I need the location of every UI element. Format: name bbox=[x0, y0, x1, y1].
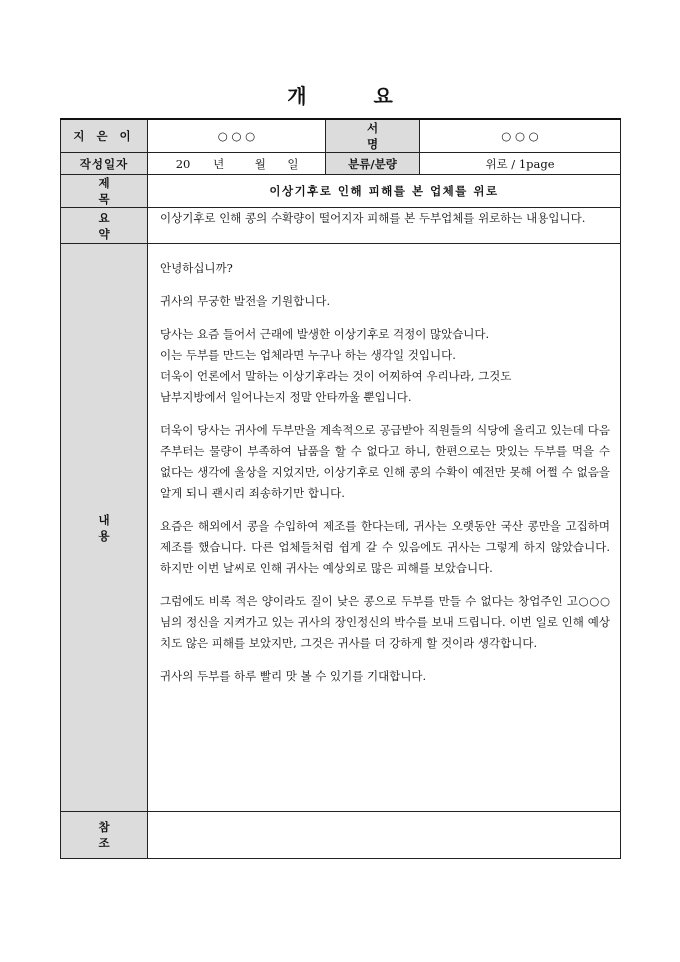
paragraph-1-line: 남부지방에서 일어나는지 정말 안타까울 뿐입니다. bbox=[160, 390, 412, 404]
subject-value: 이상기후로 인해 피해를 본 업체를 위로 bbox=[148, 175, 621, 208]
subject-label: 제 목 bbox=[61, 175, 148, 208]
date-year-unit: 년 bbox=[213, 156, 225, 171]
author-value: ○ ○ ○ bbox=[148, 119, 326, 153]
paragraph-1-line: 이는 두부를 만드는 업체라면 누구나 하는 생각일 것입니다. bbox=[160, 348, 456, 362]
content-label: 내 용 bbox=[61, 244, 148, 812]
reference-value bbox=[148, 812, 621, 859]
summary-row bbox=[61, 208, 621, 244]
date-label: 작성일자 bbox=[61, 153, 148, 175]
category-label: 분류/분량 bbox=[326, 153, 420, 175]
reference-label: 참 조 bbox=[61, 812, 148, 859]
reference-row bbox=[61, 812, 621, 859]
paragraph-2: 더욱이 당사는 귀사에 두부만을 계속적으로 공급받아 직원들의 식당에 올리고 있는데 다음주부터는 물량이 부족하여 납품을 할 수 없다고 하니, 한편으로는 맛있는 두부를 먹을 수 없다는 생각에 울상을 지었지만, 이상기후로 인해 콩의 수확이 예전만 못해 어쩔 수 없음을 알게 되니 괜시리 죄송하기만 합니다. bbox=[160, 423, 610, 500]
content-row bbox=[61, 244, 621, 812]
signature-label: 서 명 bbox=[326, 119, 420, 153]
date-year: 20 bbox=[175, 156, 191, 171]
content-body bbox=[148, 244, 621, 812]
date-value bbox=[148, 153, 326, 175]
greeting-text: 안녕하십니까? bbox=[160, 261, 233, 275]
paragraph-4: 그럼에도 비록 적은 양이라도 질이 낮은 콩으로 두부를 만들 수 없다는 창업주인 고○○○님의 정신을 지켜가고 있는 귀사의 장인정신의 박수를 보내 드립니다. 이번 일로 인해 예상치도 않은 피해를 보았지만, 그것은 귀사를 더 강하게 할 것이라 생각합니다. bbox=[160, 594, 610, 650]
category-value: 위로 / 1page bbox=[420, 153, 621, 175]
paragraph-3: 요즘은 해외에서 콩을 수입하여 제조를 한다는데, 귀사는 오랫동안 국산 콩만을 고집하며 제조를 했습니다. 다른 업체들처럼 쉽게 갈 수 있음에도 귀사는 그렇게 하지 않았습니다. 하지만 이번 날씨로 인해 귀사는 예상외로 많은 피해를 보았습니다. bbox=[160, 519, 610, 575]
document-title: 개 요 bbox=[287, 84, 423, 108]
paragraph-1 bbox=[160, 324, 610, 408]
closing-text: 귀사의 두부를 하루 빨리 맛 볼 수 있기를 기대합니다. bbox=[160, 669, 427, 683]
wish-text: 귀사의 무궁한 발전을 기원합니다. bbox=[160, 294, 331, 308]
date-day-unit: 일 bbox=[287, 156, 299, 171]
summary-value: 이상기후로 인해 콩의 수확량이 떨어지자 피해를 본 두부업체를 위로하는 내용입니다. bbox=[148, 208, 621, 244]
date-month-unit: 월 bbox=[254, 156, 266, 171]
author-row bbox=[61, 119, 621, 153]
subject-row bbox=[61, 175, 621, 208]
signature-value: ○ ○ ○ bbox=[420, 119, 621, 153]
summary-label: 요 약 bbox=[61, 208, 148, 244]
author-label: 지 은 이 bbox=[61, 119, 148, 153]
overview-form-table bbox=[60, 118, 621, 859]
paragraph-1-line: 더욱이 언론에서 말하는 이상기후라는 것이 어찌하여 우리나라, 그것도 bbox=[160, 369, 512, 383]
paragraph-1-line: 당사는 요즘 들어서 근래에 발생한 이상기후로 걱정이 많았습니다. bbox=[160, 327, 490, 341]
date-row bbox=[61, 153, 621, 175]
